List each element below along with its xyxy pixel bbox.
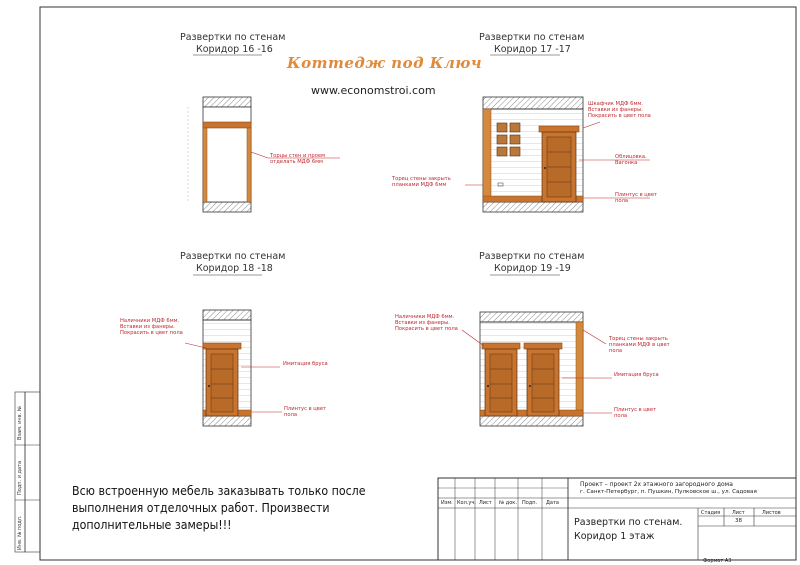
col-header-doc: № док. (499, 500, 517, 506)
callout-wall-end-19: Торец стены закрыть планками МДФ в цвет пола (609, 336, 670, 354)
callout-portal-trim: Торцы стен и проем отделать МДФ 6мм (270, 153, 326, 165)
builtin-furniture-note: Всю встроенную мебель заказывать только после выполнения отделочных работ. Произвести дополнительные замеры!!! (72, 484, 366, 532)
elevation-19 (462, 312, 612, 426)
callout-plinth-17: Плинтус в цвет пола (615, 192, 658, 204)
side-label-inventory: Инв. № подл. (17, 515, 23, 550)
drawing-title-16: Развертки по стенам (180, 32, 286, 43)
side-label-signature: Подп. и дата (17, 460, 23, 495)
brand-watermark: Коттедж под Ключ (287, 54, 483, 72)
drawing-subtitle-17: Коридор 17 -17 (494, 44, 571, 55)
title-block-address: г. Санкт-Петербург, п. Пушкин, Пулковское ш., ул. Садовая (580, 489, 757, 495)
side-label-replaced: Взам. инв. № (17, 406, 23, 440)
website-link[interactable]: www.economstroi.com (311, 84, 436, 97)
drawing-title-18: Развертки по стенам (180, 251, 286, 262)
col-header-podp: Подп. (522, 500, 538, 506)
callout-wall-end-17: Торец стены закрыть планками МДФ 6мм (392, 176, 451, 188)
title-block-sheet-title: Развертки по стенам. Коридор 1 этаж (574, 517, 683, 542)
col-header-kol: Кол.уч. (457, 500, 476, 506)
callout-lining-17: Облицовка. Вагонка (615, 154, 647, 166)
callout-lining-19: Имитация бруса (614, 372, 659, 378)
col-header-list: Лист (479, 500, 492, 506)
drawing-subtitle-18: Коридор 18 -18 (196, 263, 273, 274)
callout-door-trim-19: Наличники МДФ 6мм. Вставки из фанеры. Покрасить в цвет пола (395, 314, 458, 332)
col-header-data: Дата (546, 500, 559, 506)
drawing-subtitle-16: Коридор 16 -16 (196, 44, 273, 55)
title-block-project: Проект – проект 2х этажного загородного дома (580, 481, 733, 488)
sheet-header: Лист (732, 510, 745, 516)
callout-plinth-18: Плинтус в цвет пола (284, 406, 327, 418)
stage-header: Стадия (701, 510, 721, 516)
drawing-title-17: Развертки по стенам (479, 32, 585, 43)
sheets-header: Листов (762, 510, 781, 516)
callout-cabinet: Шкафчик МДФ 6мм. Вставки из фанеры. Покрасить в цвет пола (588, 101, 651, 119)
sheet-format: Формат А3 (703, 558, 732, 564)
drawing-subtitle-19: Коридор 19 -19 (494, 263, 571, 274)
binding-strip-2 (25, 392, 40, 552)
callout-lining-18: Имитация бруса (283, 361, 328, 367)
drawing-title-19: Развертки по стенам (479, 251, 585, 262)
col-header-izm: Изм. (441, 500, 453, 506)
callout-plinth-19: Плинтус в цвет пола (614, 407, 657, 419)
elevation-18 (185, 310, 282, 426)
sheet-value: 38 (735, 518, 742, 524)
callout-door-trim-18: Наличники МДФ 6мм. Вставки из фанеры. Покрасить в цвет пола (120, 318, 183, 336)
